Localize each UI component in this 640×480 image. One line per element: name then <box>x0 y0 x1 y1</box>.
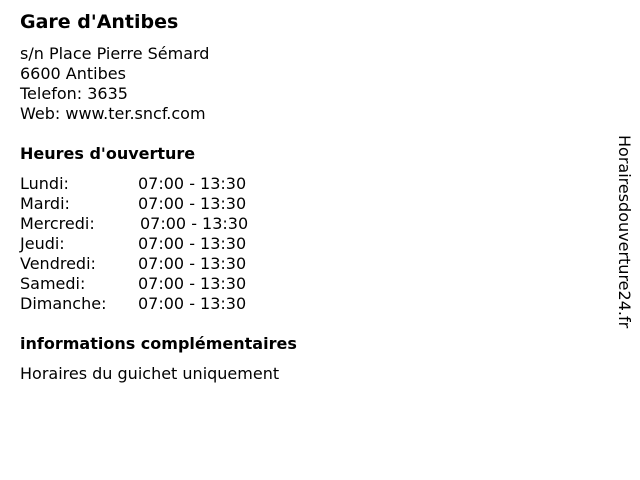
hours-row-sunday <box>20 294 280 314</box>
site-watermark: Horairesdouverture24.fr <box>615 135 634 329</box>
time-range: 07:00 - 13:30 <box>138 254 247 273</box>
day-label: Vendredi: <box>20 254 96 273</box>
station-title: Gare d'Antibes <box>20 11 179 33</box>
hours-row-friday <box>20 254 280 274</box>
day-label: Dimanche: <box>20 294 107 313</box>
day-label: Samedi: <box>20 274 86 293</box>
day-label: Mercredi: <box>20 214 95 233</box>
time-range: 07:00 - 13:30 <box>138 294 247 313</box>
hours-row-wednesday <box>20 214 280 234</box>
address-street: s/n Place Pierre Sémard <box>20 44 210 63</box>
hours-row-monday <box>20 174 280 194</box>
additional-info-text: Horaires du guichet uniquement <box>20 364 280 383</box>
day-label: Lundi: <box>20 174 69 193</box>
hours-row-saturday <box>20 274 280 294</box>
day-label: Jeudi: <box>20 234 65 253</box>
hours-row-thursday <box>20 234 280 254</box>
station-address <box>20 44 209 124</box>
day-label: Mardi: <box>20 194 70 213</box>
hours-row-tuesday <box>20 194 280 214</box>
time-range: 07:00 - 13:30 <box>138 174 247 193</box>
additional-info-heading: informations complémentaires <box>20 334 297 353</box>
opening-hours-table <box>20 174 280 314</box>
opening-hours-heading: Heures d'ouverture <box>20 144 196 163</box>
time-range: 07:00 - 13:30 <box>140 214 249 233</box>
phone-number: Telefon: 3635 <box>20 84 128 103</box>
time-range: 07:00 - 13:30 <box>138 194 247 213</box>
time-range: 07:00 - 13:30 <box>138 234 247 253</box>
time-range: 07:00 - 13:30 <box>138 274 247 293</box>
website-link[interactable]: Web: www.ter.sncf.com <box>20 104 206 123</box>
address-city: 6600 Antibes <box>20 64 126 83</box>
